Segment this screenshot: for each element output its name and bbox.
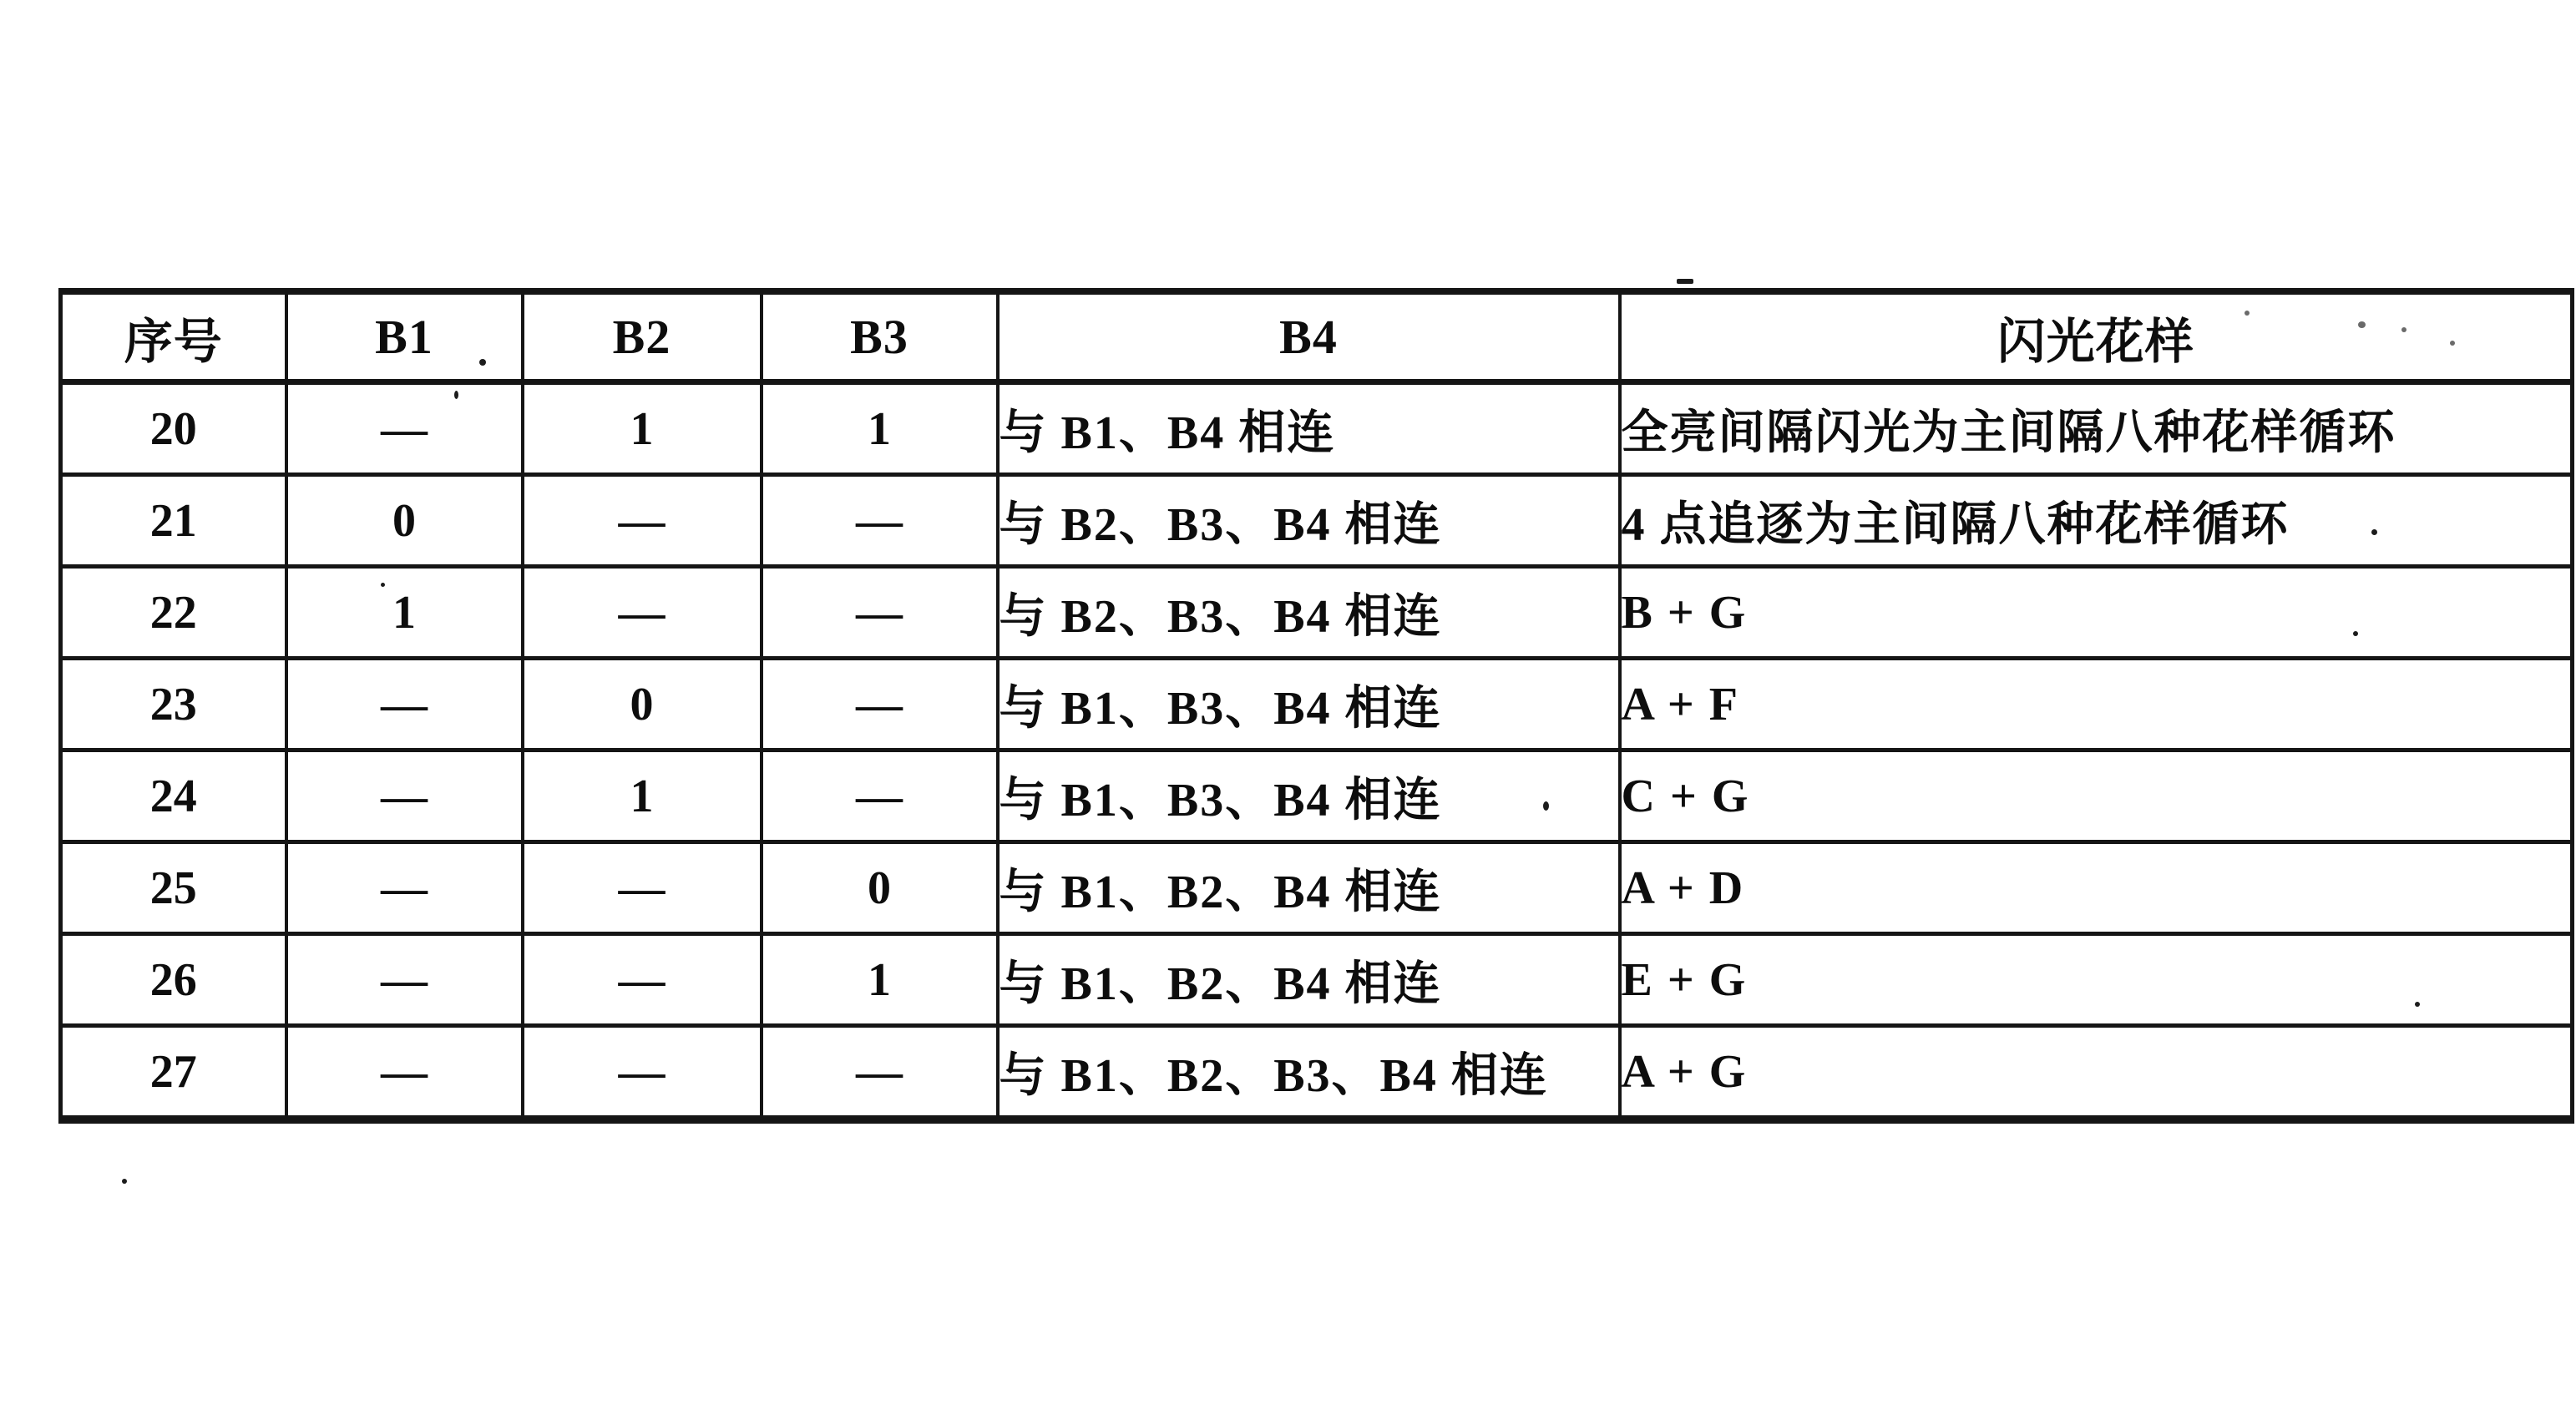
cell-b1: — xyxy=(286,1026,523,1120)
cell-b1: — xyxy=(286,842,523,934)
cell-b2: 0 xyxy=(523,659,762,750)
cell-b3: — xyxy=(762,750,998,842)
cell-no: 21 xyxy=(61,475,286,567)
cell-b4: 与 B1、B4 相连 xyxy=(998,382,1620,475)
cell-b4: 与 B1、B2、B3、B4 相连 xyxy=(998,1026,1620,1120)
cell-pattern: A + D xyxy=(1620,842,2573,934)
header-cell-b2: B2 xyxy=(523,291,762,382)
cell-b2: — xyxy=(523,1026,762,1120)
cell-no: 22 xyxy=(61,567,286,659)
cell-b4: 与 B1、B2、B4 相连 xyxy=(998,842,1620,934)
scan-speck xyxy=(2401,327,2406,332)
scan-speck xyxy=(381,583,385,587)
table-row xyxy=(61,659,2573,750)
table-row xyxy=(61,842,2573,934)
table-row xyxy=(61,1026,2573,1120)
cell-b3: — xyxy=(762,475,998,567)
scan-speck xyxy=(1677,279,1693,284)
flash-pattern-table xyxy=(58,288,2574,1124)
table-row xyxy=(61,567,2573,659)
cell-b3: — xyxy=(762,567,998,659)
cell-b2: — xyxy=(523,842,762,934)
scan-speck xyxy=(479,359,486,366)
cell-no: 26 xyxy=(61,934,286,1026)
cell-b1: — xyxy=(286,382,523,475)
cell-pattern: E + G xyxy=(1620,934,2573,1026)
cell-pattern: 4 点追逐为主间隔八种花样循环 xyxy=(1620,475,2573,567)
cell-b4: 与 B2、B3、B4 相连 xyxy=(998,475,1620,567)
cell-b2: — xyxy=(523,934,762,1026)
cell-b3: 1 xyxy=(762,382,998,475)
cell-b1: — xyxy=(286,934,523,1026)
cell-b4: 与 B2、B3、B4 相连 xyxy=(998,567,1620,659)
cell-b3: — xyxy=(762,1026,998,1120)
cell-no: 20 xyxy=(61,382,286,475)
scan-speck xyxy=(2450,341,2455,346)
cell-b2: 1 xyxy=(523,382,762,475)
cell-b2: — xyxy=(523,475,762,567)
scan-speck xyxy=(2415,1002,2420,1007)
cell-no: 24 xyxy=(61,750,286,842)
header-cell-b3: B3 xyxy=(762,291,998,382)
header-cell-pattern: 闪光花样 xyxy=(1620,291,2573,382)
scan-speck xyxy=(2371,529,2377,535)
cell-no: 25 xyxy=(61,842,286,934)
cell-pattern: A + G xyxy=(1620,1026,2573,1120)
scan-speck xyxy=(2353,631,2358,636)
scan-speck xyxy=(2245,311,2250,316)
scan-speck xyxy=(1543,801,1549,811)
header-cell-b1: B1 xyxy=(286,291,523,382)
cell-b1: 1 xyxy=(286,567,523,659)
cell-b3: 0 xyxy=(762,842,998,934)
cell-b1: — xyxy=(286,750,523,842)
scan-speck xyxy=(122,1179,127,1184)
table-row xyxy=(61,750,2573,842)
cell-no: 27 xyxy=(61,1026,286,1120)
cell-pattern: A + F xyxy=(1620,659,2573,750)
cell-b4: 与 B1、B2、B4 相连 xyxy=(998,934,1620,1026)
scan-speck xyxy=(454,391,458,399)
cell-b4: 与 B1、B3、B4 相连 xyxy=(998,750,1620,842)
cell-b2: — xyxy=(523,567,762,659)
header-cell-b4: B4 xyxy=(998,291,1620,382)
cell-b1: 0 xyxy=(286,475,523,567)
cell-b4: 与 B1、B3、B4 相连 xyxy=(998,659,1620,750)
table-row xyxy=(61,934,2573,1026)
cell-b3: 1 xyxy=(762,934,998,1026)
scan-speck xyxy=(2358,321,2366,328)
cell-pattern: C + G xyxy=(1620,750,2573,842)
cell-no: 23 xyxy=(61,659,286,750)
cell-b1: — xyxy=(286,659,523,750)
header-cell-index: 序号 xyxy=(61,291,286,382)
table-row xyxy=(61,475,2573,567)
header-row xyxy=(61,291,2573,382)
cell-pattern: 全亮间隔闪光为主间隔八种花样循环 xyxy=(1620,382,2573,475)
cell-b2: 1 xyxy=(523,750,762,842)
table-row xyxy=(61,382,2573,475)
cell-pattern: B + G xyxy=(1620,567,2573,659)
cell-b3: — xyxy=(762,659,998,750)
